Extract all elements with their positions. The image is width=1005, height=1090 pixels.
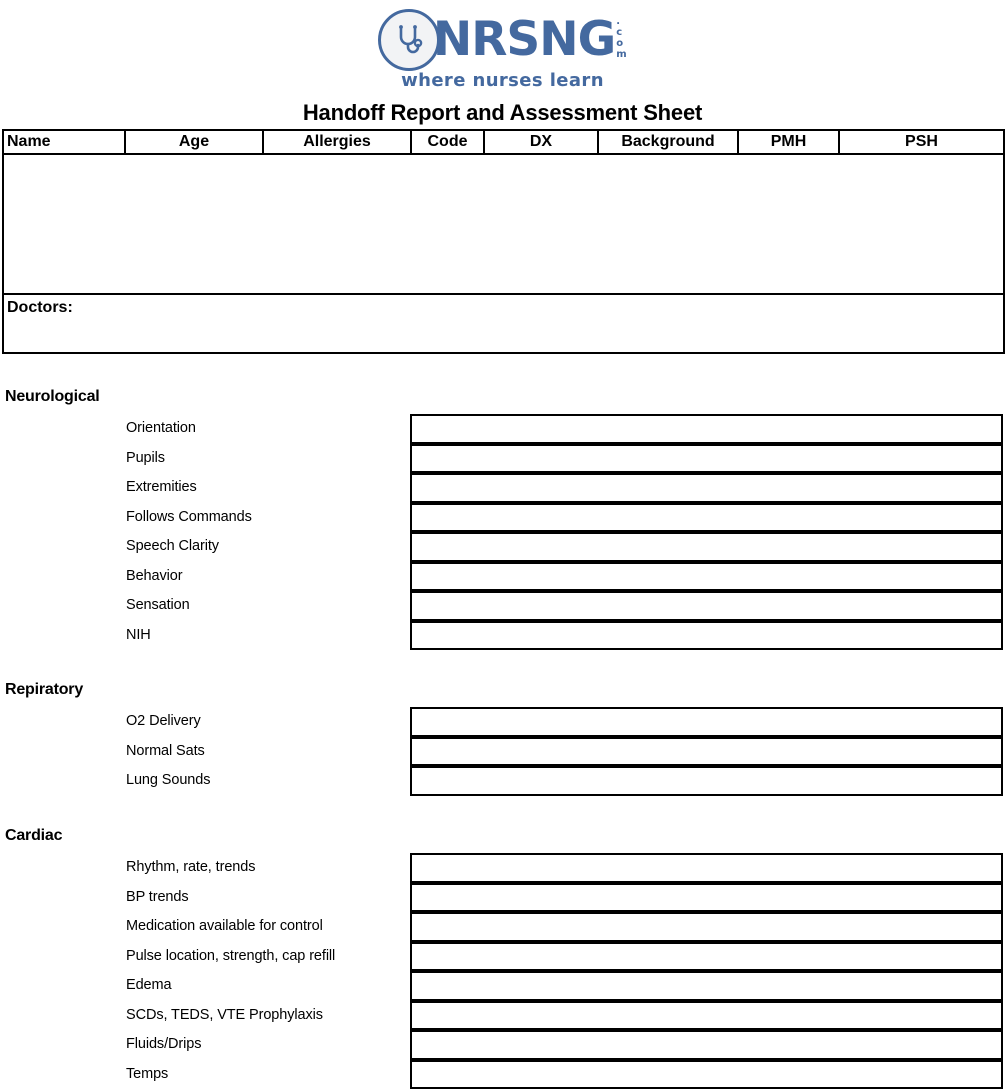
assessment-row — [0, 591, 1005, 621]
assessment-row — [0, 562, 1005, 592]
brand-logo — [0, 8, 1005, 90]
section-rows-cardiac — [0, 853, 1005, 1089]
patient-table-body-row — [3, 154, 1004, 294]
assessment-input-pulse-location-strength-cap-refill[interactable] — [410, 942, 1003, 972]
assessment-row — [0, 942, 1005, 972]
assessment-label-follows-commands: Follows Commands — [126, 508, 252, 525]
assessment-label-pulse-location-strength-cap-refill: Pulse location, strength, cap refill — [126, 947, 336, 964]
logo-dotcom-char-c: c — [616, 26, 623, 38]
column-header-dx: DX — [484, 130, 598, 154]
assessment-label-edema: Edema — [126, 977, 172, 993]
assessment-input-edema[interactable] — [410, 971, 1003, 1001]
section-heading-neurological: Neurological — [5, 388, 100, 405]
assessment-row — [0, 1030, 1005, 1060]
column-header-name: Name — [3, 130, 125, 154]
assessment-input-behavior[interactable] — [410, 562, 1003, 592]
assessment-input-bp-trends[interactable] — [410, 883, 1003, 913]
patient-info-table — [2, 129, 1005, 354]
assessment-input-rhythm-rate-trends[interactable] — [410, 853, 1003, 883]
assessment-row — [0, 414, 1005, 444]
column-header-pmh: PMH — [738, 130, 839, 154]
assessment-row — [0, 766, 1005, 796]
assessment-input-fluids-drips[interactable] — [410, 1030, 1003, 1060]
assessment-row — [0, 444, 1005, 474]
assessment-input-o2-delivery[interactable] — [410, 707, 1003, 737]
assessment-label-scds-teds-vte-prophylaxis: SCDs, TEDS, VTE Prophylaxis — [126, 1006, 323, 1023]
section-rows-neurological — [0, 414, 1005, 650]
logo-tagline: where nurses learn — [401, 69, 604, 91]
assessment-row — [0, 912, 1005, 942]
assessment-row — [0, 532, 1005, 562]
assessment-row — [0, 883, 1005, 913]
assessment-row — [0, 737, 1005, 767]
assessment-label-pupils: Pupils — [126, 449, 165, 466]
logo-dotcom-char-m: m — [616, 48, 628, 60]
assessment-row — [0, 473, 1005, 503]
assessment-input-scds-teds-vte-prophylaxis[interactable] — [410, 1001, 1003, 1031]
column-header-code: Code — [411, 130, 484, 154]
assessment-label-behavior: Behavior — [126, 567, 183, 584]
assessment-row — [0, 621, 1005, 651]
assessment-row — [0, 1060, 1005, 1090]
assessment-label-bp-trends: BP trends — [126, 888, 189, 905]
assessment-row — [0, 503, 1005, 533]
assessment-input-normal-sats[interactable] — [410, 737, 1003, 767]
assessment-label-fluids-drips: Fluids/Drips — [126, 1036, 202, 1052]
logo-lockup — [378, 9, 627, 90]
column-header-background: Background — [598, 130, 738, 154]
assessment-label-extremities: Extremities — [126, 479, 197, 495]
assessment-input-temps[interactable] — [410, 1060, 1003, 1090]
assessment-label-nih: NIH — [126, 626, 151, 643]
column-header-age: Age — [125, 130, 263, 154]
patient-table-header-row — [3, 130, 1004, 154]
assessment-label-normal-sats: Normal Sats — [126, 742, 205, 759]
assessment-label-speech-clarity: Speech Clarity — [126, 538, 219, 554]
doctors-field[interactable]: Doctors: — [3, 294, 1004, 353]
assessment-label-sensation: Sensation — [126, 597, 190, 613]
section-heading-cardiac: Cardiac — [5, 827, 63, 844]
assessment-label-o2-delivery: O2 Delivery — [126, 713, 201, 729]
assessment-label-rhythm-rate-trends: Rhythm, rate, trends — [126, 859, 256, 875]
page-title: Handoff Report and Assessment Sheet — [302, 100, 703, 125]
column-header-allergies: Allergies — [263, 130, 411, 154]
section-rows-repiratory — [0, 707, 1005, 796]
section-heading-repiratory: Repiratory — [5, 681, 84, 698]
logo-wordmark-row — [378, 9, 627, 71]
stethoscope-icon — [378, 9, 440, 71]
assessment-row — [0, 1001, 1005, 1031]
assessment-row — [0, 971, 1005, 1001]
assessment-row — [0, 707, 1005, 737]
column-header-psh: PSH — [839, 130, 1004, 154]
logo-dotcom — [616, 16, 627, 60]
assessment-input-pupils[interactable] — [410, 444, 1003, 474]
assessment-label-medication-available-for-control: Medication available for control — [126, 918, 323, 934]
assessment-label-lung-sounds: Lung Sounds — [126, 772, 211, 788]
assessment-label-orientation: Orientation — [126, 420, 196, 436]
patient-info-write-in-area[interactable] — [3, 154, 1004, 294]
assessment-input-sensation[interactable] — [410, 591, 1003, 621]
assessment-input-extremities[interactable] — [410, 473, 1003, 503]
logo-dotcom-char-dot: . — [616, 15, 621, 27]
assessment-label-temps: Temps — [126, 1065, 169, 1082]
logo-wordmark: NRSNG — [432, 11, 616, 67]
doctors-row — [3, 294, 1004, 353]
assessment-input-medication-available-for-control[interactable] — [410, 912, 1003, 942]
assessment-row — [0, 853, 1005, 883]
assessment-input-lung-sounds[interactable] — [410, 766, 1003, 796]
assessment-input-orientation[interactable] — [410, 414, 1003, 444]
assessment-input-follows-commands[interactable] — [410, 503, 1003, 533]
assessment-input-nih[interactable] — [410, 621, 1003, 651]
logo-dotcom-char-o: o — [616, 37, 624, 49]
assessment-input-speech-clarity[interactable] — [410, 532, 1003, 562]
